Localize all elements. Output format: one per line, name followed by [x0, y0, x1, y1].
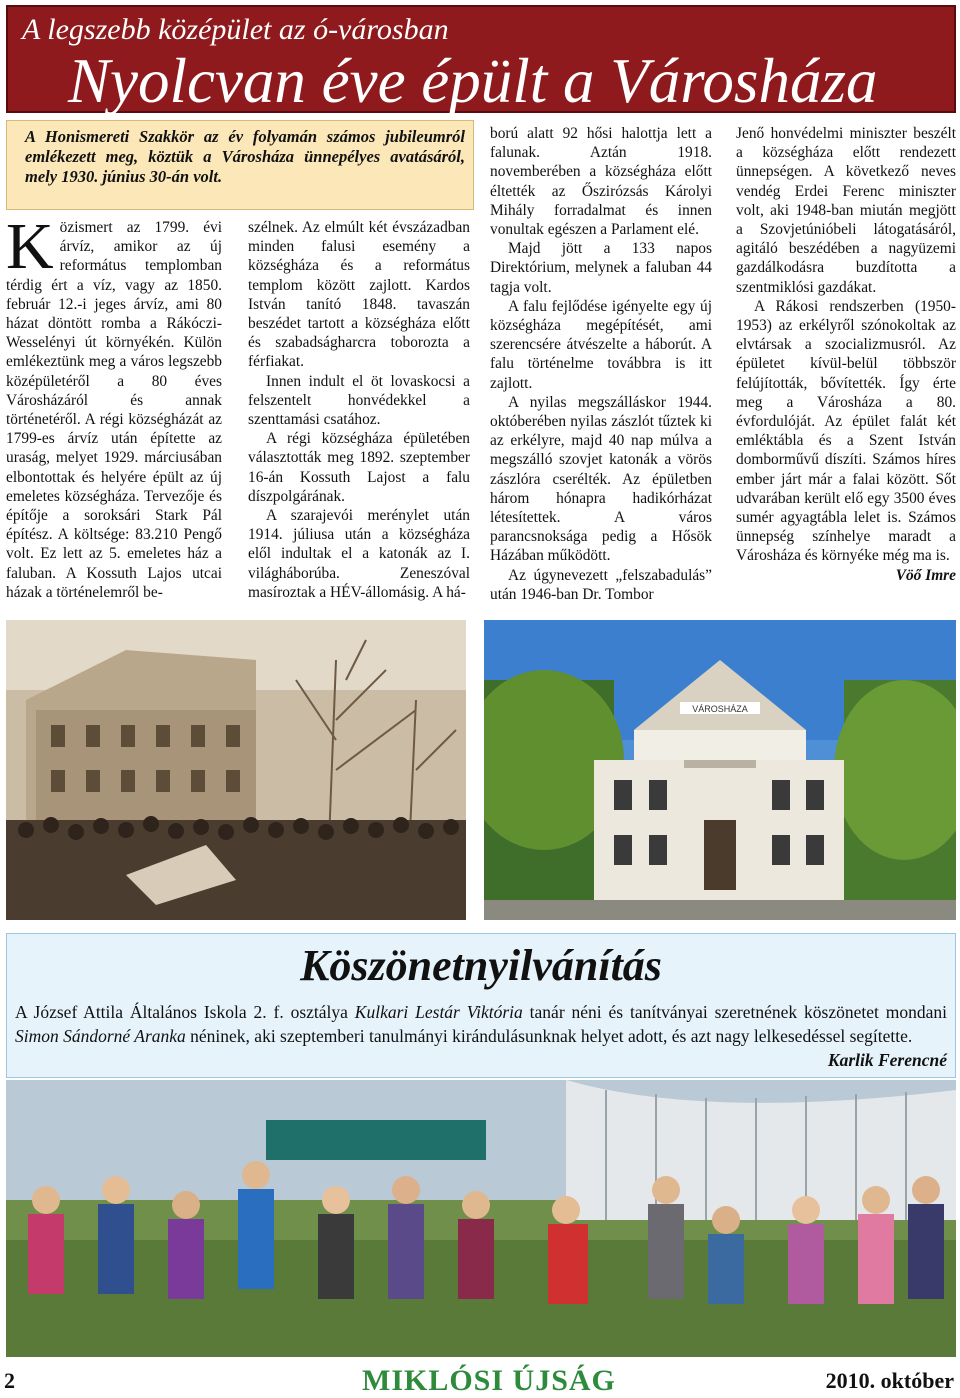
article-paragraph: Közismert az 1799. évi árvíz, amikor az új református templomban térdig ért a víz, vagy az 1850. február 12.-i jeges árvíz, ami 80 házat döntött romba a Rákóczi-Wesselényi út környékén. Külön emlékeztünk meg a város legszebb középületéről a 80 éves Városházáról és annak történetéről. A régi községházát az 1799-es árvíz után építette az uraság, melyet 1929. márciusában elbontottak és helyére épült az új emeletes községháza. Tervezője és építője a soroksári Stark Pál építész. A költsége: 83.210 Pengő volt. Ez lett az 5. emeletes ház a faluban. A Kossuth Lajos utcai házak a történelemről be- [6, 210, 222, 601]
article-paragraph: szélnek. Az elmúlt két évszázadban minden falusi esemény a községháza és a református templom között zajlott. Kardos István tanító 1848. tavaszán beszédet tartott a községháza előtt és szabadságharcra toborozta a férfiakat. [248, 219, 470, 371]
thanks-box [6, 933, 956, 1078]
article-paragraph: A szarajevói merénylet után 1914. júliusa után a községháza elől indultak el a katonák az I. világháborúba. Zeneszóval masíroztak a HÉV-állomásig. A há- [248, 507, 470, 601]
thanks-signature: Karlik Ferencné [827, 1050, 947, 1070]
article-paragraph: A nyilas megszálláskor 1944. októberében nyilas zászlót tűztek ki az erkélyre, majd 40 nap múlva a megszálló szovjet katonák a vörös zászlóra cserélték. Az épületben három hónapra hadikórházat létesítettek. A város parancsnoksága pedig a Hősök Házában működött. [490, 393, 712, 565]
historic-photo [6, 620, 466, 920]
article-column-2 [248, 218, 470, 602]
lead-box: A Honismereti Szakkör az év folyamán számos jubileumról emlékezett meg, köztük a Városháza ünnepélyes avatásáról, mely 1930. június 30-án volt. [6, 120, 474, 210]
footer [0, 1362, 960, 1395]
article-column-3 [490, 124, 712, 604]
article-paragraph: Az úgynevezett „felszabadulás” után 1946-ban Dr. Tombor [490, 566, 712, 603]
thanks-title: Köszönetnyilvánítás [300, 941, 662, 990]
headline-banner [6, 5, 956, 116]
article-paragraph: A régi községháza épületében választották meg 1892. szeptember 16-án Kossuth Lajost a falu díszpolgárának. [248, 430, 470, 505]
host-name: Simon Sándorné Aranka [15, 1026, 186, 1046]
article-signature: Vöő Imre [895, 566, 956, 584]
page-title: Nyolcvan éve épült a Városháza [68, 46, 878, 116]
article-paragraph: A Rákosi rendszerben (1950-1953) az erkélyről szónokoltak az elvtársak a szocializmusról. Az épületet kívül-belül többször felújították, bővítették. Így érte meg a Városháza a 80. évfordulóját. Az épület falát két emléktábla és a Szent István domborművű díszíti. Számos híres ember járt már a falai között. Sőt udvarában került elő egy 3500 éves sumér agyagtábla lelet is. Számos ünnepség színhelye maradt a Városháza és környéke még ma is. [736, 297, 956, 565]
article-paragraph: Innen indult el öt lovaskocsi a felszentelt honvédekkel a szenttamási csatához. [248, 372, 470, 429]
building-sign: VÁROSHÁZA [692, 704, 748, 714]
article-paragraph: Majd jött a 133 napos Direktórium, melynek a faluban 44 tagja volt. [490, 240, 712, 296]
article-paragraph: Jenő honvédelmi miniszter beszélt a községháza előtt rendezett ünnepségen. A következő neves vendég Erdei Ferenc miniszter volt, aki 1948-ban miután megjött a Szovjetúnióbeli látogatásáról, agitáló beszédében a nagyüzemi gazdálkodásra buzdította a szentmiklósi gazdákat. [736, 125, 956, 296]
thanks-body: A József Attila Általános Iskola 2. f. osztálya Kulkari Lestár Viktória tanár néni és tanítványai szeretnének köszönetet mondani Simon Sándorné Aranka néninek, aki szeptemberi tanulmányi kirándulásunknak helyet adott, és azt nagy lelkesedéssel segítette. Karlik Ferencné [15, 1002, 947, 1070]
issue-date: 2010. október [825, 1368, 954, 1393]
masthead-logo: MIKLÓSI ÚJSÁG [362, 1364, 616, 1397]
teacher-name: Kulkari Lestár Viktória [354, 1002, 523, 1022]
drop-cap: K [6, 210, 54, 283]
kicker: A legszebb középület az ó-városban [22, 13, 449, 46]
children-photo [6, 1080, 956, 1357]
article-paragraph: ború alatt 92 hősi halottja lett a falunak. Aztán 1918. novemberében a községháza előtt éltették az Őszirózsás Károlyi Mihály forradalmat és innen vonultak egészen a Parlament elé. [490, 125, 712, 239]
article-column-1 [6, 210, 222, 602]
article-column-4 [736, 124, 956, 585]
page-number: 2 [4, 1368, 15, 1393]
article-paragraph: A falu fejlődése igényelte egy új községháza megépítését, ami szerencsére átvészelte a háborút. A falu történelme továbbra is itt zajlott. [490, 297, 712, 392]
town-hall-photo [484, 620, 956, 920]
